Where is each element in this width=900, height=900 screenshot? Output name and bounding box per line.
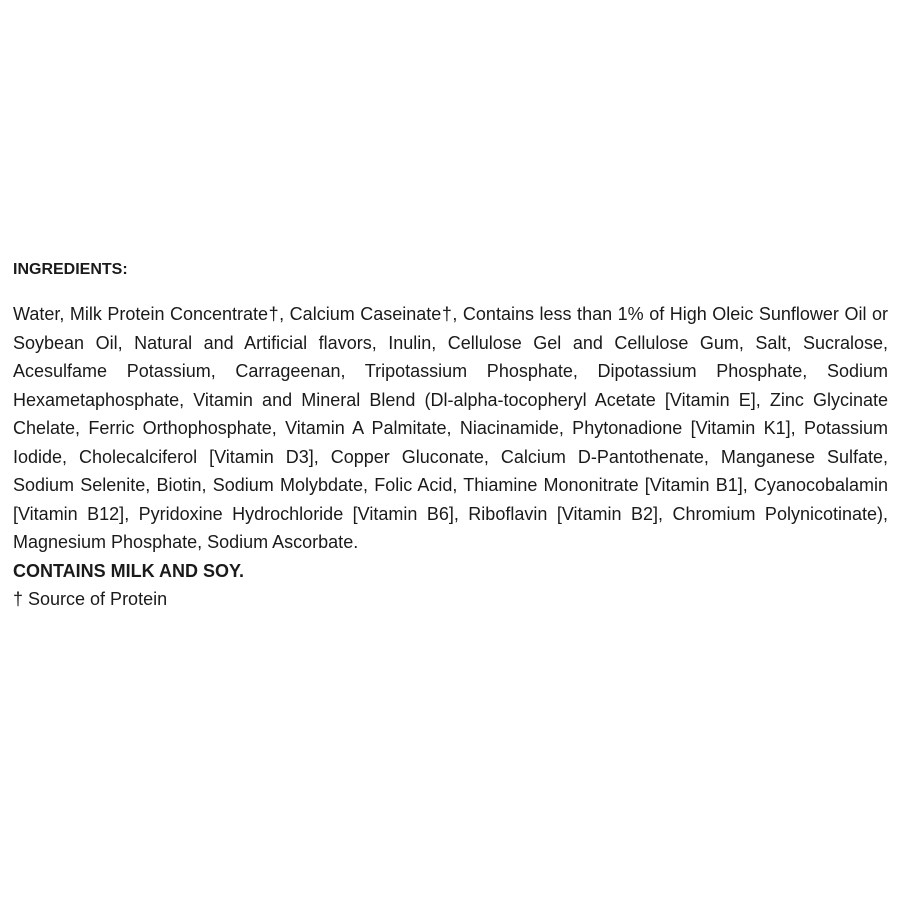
allergen-statement: CONTAINS MILK AND SOY. xyxy=(13,560,245,581)
ingredients-panel xyxy=(13,258,888,614)
ingredients-heading: INGREDIENTS: xyxy=(13,261,128,278)
protein-source-footnote: † Source of Protein xyxy=(13,589,168,609)
ingredients-list: Water, Milk Protein Concentrate†, Calcium Caseinate†, Contains less than 1% of High Oleic Sunflower Oil or Soybean Oil, Natural and Artificial flavors, Inulin, Cellulose Gel and Cellulose Gum, Salt, Sucralose, Acesulfame Potassium, Carrageenan, Tripotassium Phosphate, Dipotassium Phosphate, Sodium Hexametaphosphate, Vitamin and Mineral Blend (Dl-alpha-tocopheryl Acetate [Vitamin E], Zinc Glycinate Chelate, Ferric Orthophosphate, Vitamin A Palmitate, Niacinamide, Phytonadione [Vitamin K1], Potassium Iodide, Cholecalciferol [Vitamin D3], Copper Gluconate, Calcium D-Pantothenate, Manganese Sulfate, Sodium Selenite, Biotin, Sodium Molybdate, Folic Acid, Thiamine Mononitrate [Vitamin B1], Cyanocobalamin [Vitamin B12], Pyridoxine Hydrochloride [Vitamin B6], Riboflavin [Vitamin B2], Chromium Polynicotinate), Magnesium Phosphate, Sodium Ascorbate. xyxy=(13,304,888,552)
